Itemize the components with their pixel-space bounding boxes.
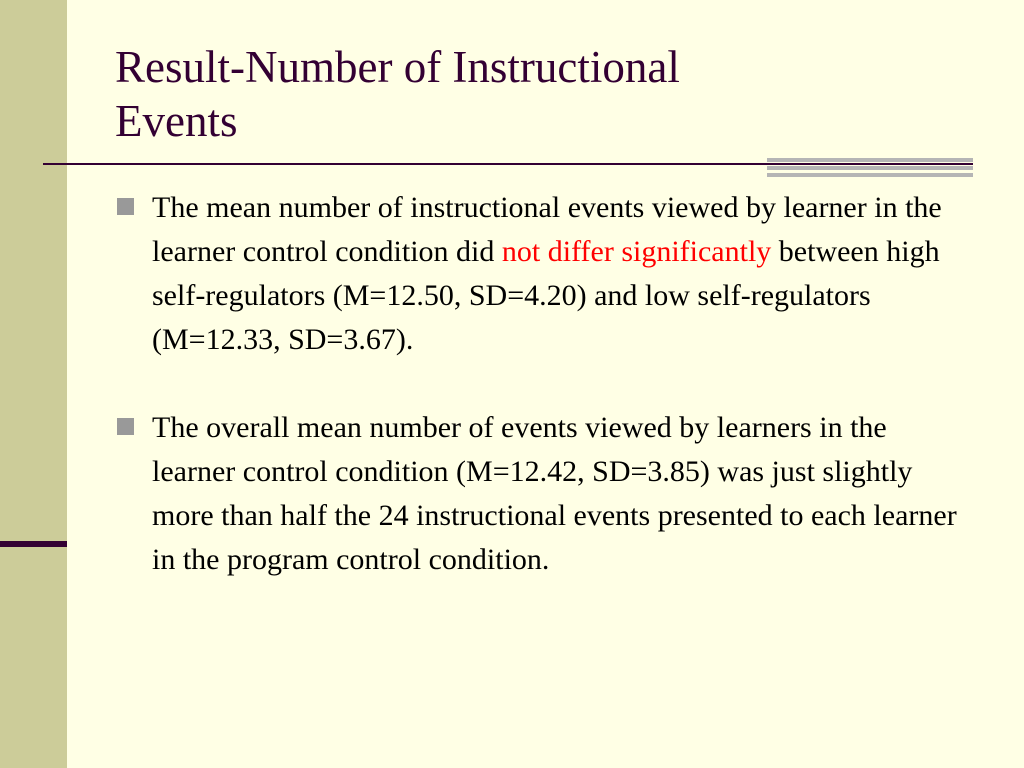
bullet-1-highlight: not differ significantly [501, 235, 772, 268]
bullet-1-text-after: between high self-regulators (M=12.50, SD=4.20) and low self-regulators (M=12.33, SD=3.67). [152, 235, 940, 356]
bullet-1-text-before: The mean number of instructional events viewed by learner in the learner control condition did [152, 191, 942, 268]
bullet-item-1 [117, 186, 977, 362]
bullet-item-2 [117, 406, 977, 582]
bullet-2-text: The overall mean number of events viewed by learners in the learner control condition (M=12.42, SD=3.85) was just slightly more than half the 24 instructional events presented to each learner in the program control condition. [152, 411, 957, 576]
square-bullet-icon [117, 418, 134, 435]
slide-title-line-2: Events [115, 96, 238, 146]
bullet-list [117, 186, 977, 626]
slide-title [115, 40, 975, 148]
square-bullet-icon [117, 198, 134, 215]
slide-title-line-1: Result-Number of Instructional [115, 42, 680, 92]
left-sidebar-band [0, 0, 67, 768]
divider-accent-stripes [767, 158, 973, 177]
sidebar-accent-stripe [0, 541, 67, 547]
